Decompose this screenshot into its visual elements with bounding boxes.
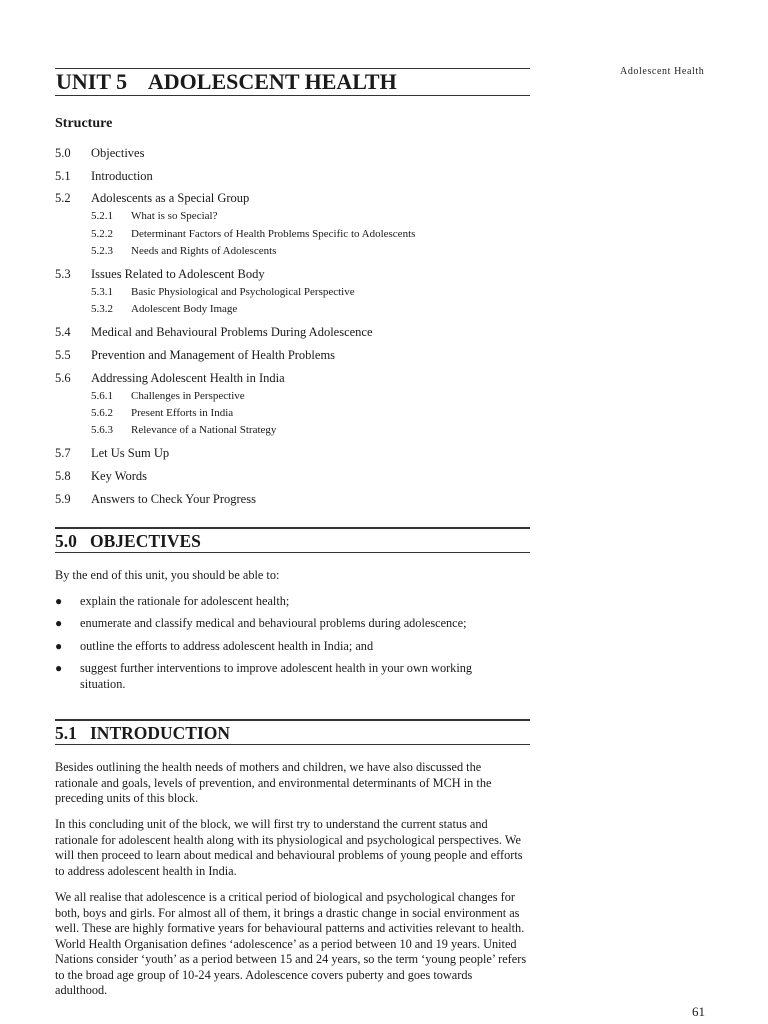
page-number: 61 bbox=[692, 1004, 705, 1019]
toc-label: Let Us Sum Up bbox=[91, 446, 170, 460]
toc-label: Adolescents as a Special Group bbox=[91, 191, 250, 205]
toc-label: Relevance of a National Strategy bbox=[131, 424, 277, 436]
toc-label: Basic Physiological and Psychological Perspective bbox=[131, 286, 355, 298]
bullet-icon: ● bbox=[55, 639, 63, 653]
objective-text: outline the efforts to address adolescent health in India; and bbox=[80, 639, 374, 653]
toc-number: 5.6.2 bbox=[91, 407, 113, 419]
toc-number: 5.2.1 bbox=[91, 210, 113, 222]
toc-label: Prevention and Management of Health Problems bbox=[91, 348, 336, 362]
objective-text: enumerate and classify medical and behavioural problems during adolescence; bbox=[80, 616, 467, 630]
introduction-heading bbox=[55, 719, 530, 745]
toc-label: Medical and Behavioural Problems During Adolescence bbox=[91, 325, 373, 339]
toc-number: 5.0 bbox=[55, 146, 71, 160]
bullet-icon: ● bbox=[55, 661, 63, 675]
toc-label: Addressing Adolescent Health in India bbox=[91, 371, 285, 385]
toc-label: What is so Special? bbox=[131, 210, 218, 222]
objective-text: suggest further interventions to improve adolescent health in your own working situation. bbox=[80, 661, 473, 691]
toc-label: Challenges in Perspective bbox=[131, 390, 245, 402]
introduction-paragraph-3: We all realise that adolescence is a critical period of biological and psychological changes for both, boys and girls. For almost all of them, it brings a drastic change in social environment as well. These are highly formative years for behavioural patterns and activities relevant to health. World Health Organisation defines ‘adolescence’ as a period between 10 and 19 years. United Nations consider ‘youth’ as a period between 15 and 24 years, so the term ‘young people’ refers to the broad age group of 10-24 years. Adolescence covers puberty and goes towards adulthood. bbox=[55, 890, 527, 997]
toc-label: Objectives bbox=[91, 146, 145, 160]
toc-number: 5.4 bbox=[55, 325, 71, 339]
toc-label: Present Efforts in India bbox=[131, 407, 234, 419]
toc-label: Adolescent Body Image bbox=[131, 303, 238, 315]
toc-label: Issues Related to Adolescent Body bbox=[91, 267, 265, 281]
toc-number: 5.8 bbox=[55, 469, 71, 483]
toc-label: Needs and Rights of Adolescents bbox=[131, 245, 277, 257]
toc-number: 5.1 bbox=[55, 169, 71, 183]
structure-label: Structure bbox=[55, 116, 113, 131]
objectives-heading bbox=[55, 527, 530, 553]
toc-number: 5.6 bbox=[55, 371, 71, 385]
bullet-icon: ● bbox=[55, 594, 63, 608]
running-head: Adolescent Health bbox=[620, 66, 705, 77]
toc-label: Answers to Check Your Progress bbox=[91, 492, 256, 506]
toc-number: 5.3.1 bbox=[91, 286, 113, 298]
toc-number: 5.3.2 bbox=[91, 303, 113, 315]
objective-text: explain the rationale for adolescent health; bbox=[80, 594, 290, 608]
unit-title: UNIT 5 ADOLESCENT HEALTH bbox=[56, 69, 397, 94]
objectives-intro: By the end of this unit, you should be able to: bbox=[55, 568, 280, 582]
toc-number: 5.5 bbox=[55, 348, 71, 362]
toc-label: Determinant Factors of Health Problems Specific to Adolescents bbox=[131, 228, 416, 240]
toc-number: 5.2.2 bbox=[91, 228, 113, 240]
introduction-paragraph-1: Besides outlining the health needs of mothers and children, we have also discussed the rationale and goals, levels of prevention, and environmental determinants of MCH in the preceding units of this block. bbox=[55, 760, 492, 805]
toc-number: 5.6.3 bbox=[91, 424, 113, 436]
introduction-heading-text: 5.1 INTRODUCTION bbox=[55, 723, 231, 743]
unit-header bbox=[55, 68, 530, 96]
bullet-icon: ● bbox=[55, 616, 63, 630]
toc-label: Introduction bbox=[91, 169, 153, 183]
toc-number: 5.2 bbox=[55, 191, 71, 205]
introduction-paragraph-2: In this concluding unit of the block, we will first try to understand the current status and rationale for adolescent health along with its physiological and psychological perspectives. We will then proceed to learn about medical and behavioural problems of young people and efforts to address adolescent health in India. bbox=[55, 817, 523, 878]
toc-number: 5.9 bbox=[55, 492, 71, 506]
objectives-heading-text: 5.0 OBJECTIVES bbox=[55, 531, 201, 551]
toc-label: Key Words bbox=[91, 469, 148, 483]
toc-number: 5.7 bbox=[55, 446, 71, 460]
toc-number: 5.2.3 bbox=[91, 245, 113, 257]
toc-number: 5.3 bbox=[55, 267, 71, 281]
toc-number: 5.6.1 bbox=[91, 390, 113, 402]
